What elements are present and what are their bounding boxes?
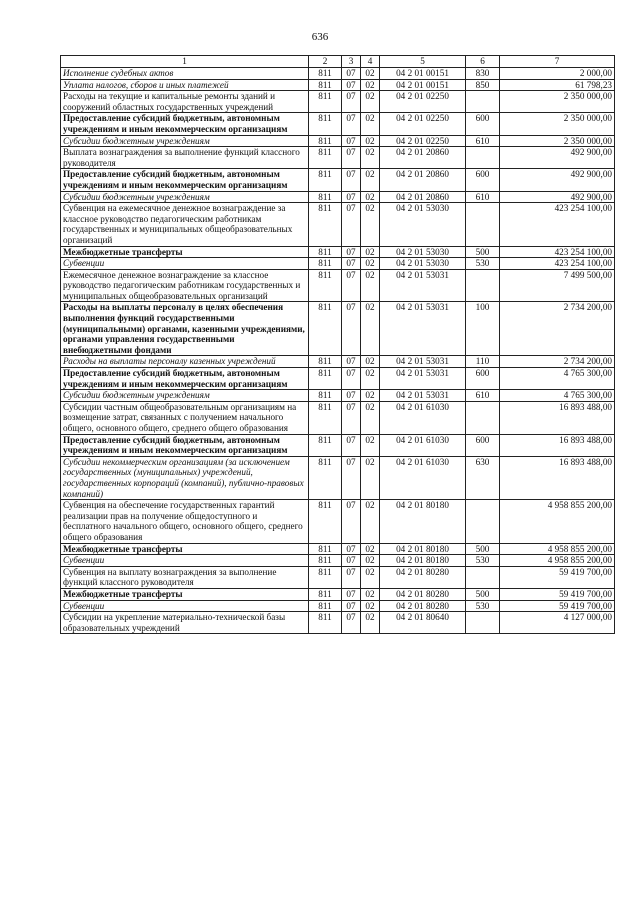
section-code-cell: 07 xyxy=(342,456,361,499)
section-code-cell: 07 xyxy=(342,612,361,634)
amount-cell: 61 798,23 xyxy=(500,79,615,91)
ministry-code-cell: 811 xyxy=(309,147,342,169)
amount-cell: 4 765 300,00 xyxy=(500,368,615,390)
target-article-cell: 04 2 01 61030 xyxy=(380,401,466,434)
section-code-cell: 07 xyxy=(342,500,361,543)
ministry-code-cell: 811 xyxy=(309,456,342,499)
expense-type-cell: 630 xyxy=(466,456,500,499)
amount-cell: 423 254 100,00 xyxy=(500,203,615,246)
row-name-cell: Субвенция на ежемесячное денежное вознаграждение за классное руководство педагогическим работникам государственных и муниципальных общеобразовательных организаций xyxy=(61,203,309,246)
expense-type-cell: 600 xyxy=(466,169,500,191)
row-name-cell: Субсидии бюджетным учреждениям xyxy=(61,135,309,147)
ministry-code-cell: 811 xyxy=(309,555,342,567)
section-code-cell: 07 xyxy=(342,269,361,302)
target-article-cell: 04 2 01 00151 xyxy=(380,68,466,80)
target-article-cell: 04 2 01 53031 xyxy=(380,356,466,368)
subsection-code-cell: 02 xyxy=(361,401,380,434)
subsection-code-cell: 02 xyxy=(361,203,380,246)
section-code-cell: 07 xyxy=(342,191,361,203)
target-article-cell: 04 2 01 80180 xyxy=(380,543,466,555)
subsection-code-cell: 02 xyxy=(361,356,380,368)
ministry-code-cell: 811 xyxy=(309,302,342,356)
amount-cell: 59 419 700,00 xyxy=(500,566,615,588)
amount-cell: 2 000,00 xyxy=(500,68,615,80)
target-article-cell: 04 2 01 00151 xyxy=(380,79,466,91)
expense-type-cell: 530 xyxy=(466,555,500,567)
section-code-cell: 07 xyxy=(342,135,361,147)
section-code-cell: 07 xyxy=(342,368,361,390)
ministry-code-cell: 811 xyxy=(309,203,342,246)
table-row xyxy=(61,68,615,80)
ministry-code-cell: 811 xyxy=(309,79,342,91)
row-name-cell: Субвенция на обеспечение государственных гарантий реализации прав на получение общедоступного и бесплатного начального общего, основного общего, среднего общего образования xyxy=(61,500,309,543)
expense-type-cell xyxy=(466,401,500,434)
subsection-code-cell: 02 xyxy=(361,368,380,390)
section-code-cell: 07 xyxy=(342,401,361,434)
expense-type-cell xyxy=(466,269,500,302)
ministry-code-cell: 811 xyxy=(309,368,342,390)
subsection-code-cell: 02 xyxy=(361,91,380,113)
column-header: 3 xyxy=(342,56,361,68)
amount-cell: 2 734 200,00 xyxy=(500,302,615,356)
section-code-cell: 07 xyxy=(342,434,361,456)
target-article-cell: 04 2 01 20860 xyxy=(380,191,466,203)
table-row xyxy=(61,390,615,402)
expense-type-cell: 500 xyxy=(466,246,500,258)
subsection-code-cell: 02 xyxy=(361,147,380,169)
subsection-code-cell: 02 xyxy=(361,191,380,203)
section-code-cell: 07 xyxy=(342,258,361,270)
table-row xyxy=(61,368,615,390)
ministry-code-cell: 811 xyxy=(309,500,342,543)
row-name-cell: Межбюджетные трансферты xyxy=(61,588,309,600)
row-name-cell: Субсидии частным общеобразовательным организациям на возмещение затрат, связанных с получением начального общего, основного общего, среднего общего образования xyxy=(61,401,309,434)
table-row xyxy=(61,79,615,91)
row-name-cell: Субсидии бюджетным учреждениям xyxy=(61,191,309,203)
row-name-cell: Межбюджетные трансферты xyxy=(61,246,309,258)
table-row xyxy=(61,588,615,600)
ministry-code-cell: 811 xyxy=(309,246,342,258)
ministry-code-cell: 811 xyxy=(309,390,342,402)
target-article-cell: 04 2 01 53031 xyxy=(380,368,466,390)
subsection-code-cell: 02 xyxy=(361,588,380,600)
table-row xyxy=(61,135,615,147)
row-name-cell: Субвенции xyxy=(61,600,309,612)
row-name-cell: Предоставление субсидий бюджетным, автономным учреждениям и иным некоммерческим организациям xyxy=(61,368,309,390)
expense-type-cell: 110 xyxy=(466,356,500,368)
table-row xyxy=(61,401,615,434)
section-code-cell: 07 xyxy=(342,543,361,555)
table-row xyxy=(61,91,615,113)
column-header: 4 xyxy=(361,56,380,68)
expense-type-cell xyxy=(466,147,500,169)
section-code-cell: 07 xyxy=(342,390,361,402)
ministry-code-cell: 811 xyxy=(309,600,342,612)
expense-type-cell: 500 xyxy=(466,543,500,555)
row-name-cell: Расходы на выплаты персоналу казенных учреждений xyxy=(61,356,309,368)
table-row xyxy=(61,356,615,368)
amount-cell: 492 900,00 xyxy=(500,169,615,191)
row-name-cell: Субвенции xyxy=(61,258,309,270)
subsection-code-cell: 02 xyxy=(361,600,380,612)
target-article-cell: 04 2 01 80180 xyxy=(380,555,466,567)
target-article-cell: 04 2 01 02250 xyxy=(380,91,466,113)
target-article-cell: 04 2 01 53030 xyxy=(380,203,466,246)
budget-table xyxy=(60,55,615,634)
ministry-code-cell: 811 xyxy=(309,356,342,368)
row-name-cell: Исполнение судебных актов xyxy=(61,68,309,80)
subsection-code-cell: 02 xyxy=(361,390,380,402)
subsection-code-cell: 02 xyxy=(361,246,380,258)
column-header: 1 xyxy=(61,56,309,68)
amount-cell: 4 958 855 200,00 xyxy=(500,555,615,567)
target-article-cell: 04 2 01 53030 xyxy=(380,258,466,270)
subsection-code-cell: 02 xyxy=(361,169,380,191)
expense-type-cell: 500 xyxy=(466,588,500,600)
expense-type-cell: 600 xyxy=(466,113,500,135)
section-code-cell: 07 xyxy=(342,79,361,91)
target-article-cell: 04 2 01 80280 xyxy=(380,566,466,588)
section-code-cell: 07 xyxy=(342,147,361,169)
amount-cell: 423 254 100,00 xyxy=(500,246,615,258)
amount-cell: 492 900,00 xyxy=(500,147,615,169)
amount-cell: 7 499 500,00 xyxy=(500,269,615,302)
row-name-cell: Субвенция на выплату вознаграждения за выполнение функций классного руководителя xyxy=(61,566,309,588)
table-row xyxy=(61,113,615,135)
amount-cell: 16 893 488,00 xyxy=(500,456,615,499)
table-row xyxy=(61,258,615,270)
expense-type-cell xyxy=(466,612,500,634)
target-article-cell: 04 2 01 61030 xyxy=(380,456,466,499)
target-article-cell: 04 2 01 20860 xyxy=(380,147,466,169)
table-row xyxy=(61,555,615,567)
expense-type-cell: 530 xyxy=(466,258,500,270)
row-name-cell: Расходы на выплаты персоналу в целях обеспечения выполнения функций государственными (муниципальными) органами, казенными учреждениями, органами управления государственными внебюджетными фондами xyxy=(61,302,309,356)
amount-cell: 16 893 488,00 xyxy=(500,401,615,434)
target-article-cell: 04 2 01 80280 xyxy=(380,600,466,612)
amount-cell: 59 419 700,00 xyxy=(500,588,615,600)
target-article-cell: 04 2 01 53031 xyxy=(380,390,466,402)
section-code-cell: 07 xyxy=(342,169,361,191)
ministry-code-cell: 811 xyxy=(309,191,342,203)
table-row xyxy=(61,269,615,302)
table-body xyxy=(61,68,615,634)
subsection-code-cell: 02 xyxy=(361,434,380,456)
expense-type-cell xyxy=(466,500,500,543)
row-name-cell: Субсидии на укрепление материально-технической базы образовательных учреждений xyxy=(61,612,309,634)
expense-type-cell xyxy=(466,91,500,113)
subsection-code-cell: 02 xyxy=(361,79,380,91)
section-code-cell: 07 xyxy=(342,246,361,258)
amount-cell: 4 958 855 200,00 xyxy=(500,543,615,555)
amount-cell: 2 734 200,00 xyxy=(500,356,615,368)
target-article-cell: 04 2 01 02250 xyxy=(380,113,466,135)
target-article-cell: 04 2 01 53031 xyxy=(380,302,466,356)
column-header: 6 xyxy=(466,56,500,68)
subsection-code-cell: 02 xyxy=(361,500,380,543)
row-name-cell: Предоставление субсидий бюджетным, автономным учреждениям и иным некоммерческим организациям xyxy=(61,434,309,456)
expense-type-cell xyxy=(466,566,500,588)
section-code-cell: 07 xyxy=(342,555,361,567)
table-row xyxy=(61,147,615,169)
amount-cell: 16 893 488,00 xyxy=(500,434,615,456)
row-name-cell: Расходы на текущие и капитальные ремонты зданий и сооружений областных государственных учреждений xyxy=(61,91,309,113)
row-name-cell: Субсидии некоммерческим организациям (за исключением государственных (муниципальных) учреждений, государственных корпораций (компаний), публично-правовых компаний) xyxy=(61,456,309,499)
expense-type-cell: 850 xyxy=(466,79,500,91)
target-article-cell: 04 2 01 61030 xyxy=(380,434,466,456)
row-name-cell: Субвенции xyxy=(61,555,309,567)
expense-type-cell: 100 xyxy=(466,302,500,356)
section-code-cell: 07 xyxy=(342,68,361,80)
target-article-cell: 04 2 01 02250 xyxy=(380,135,466,147)
ministry-code-cell: 811 xyxy=(309,588,342,600)
target-article-cell: 04 2 01 53030 xyxy=(380,246,466,258)
subsection-code-cell: 02 xyxy=(361,566,380,588)
row-name-cell: Предоставление субсидий бюджетным, автономным учреждениям и иным некоммерческим организациям xyxy=(61,113,309,135)
section-code-cell: 07 xyxy=(342,356,361,368)
section-code-cell: 07 xyxy=(342,600,361,612)
expense-type-cell: 830 xyxy=(466,68,500,80)
target-article-cell: 04 2 01 20860 xyxy=(380,169,466,191)
amount-cell: 492 900,00 xyxy=(500,191,615,203)
ministry-code-cell: 811 xyxy=(309,68,342,80)
subsection-code-cell: 02 xyxy=(361,68,380,80)
ministry-code-cell: 811 xyxy=(309,434,342,456)
table-row xyxy=(61,191,615,203)
table-row xyxy=(61,566,615,588)
ministry-code-cell: 811 xyxy=(309,566,342,588)
subsection-code-cell: 02 xyxy=(361,269,380,302)
subsection-code-cell: 02 xyxy=(361,543,380,555)
row-name-cell: Субсидии бюджетным учреждениям xyxy=(61,390,309,402)
section-code-cell: 07 xyxy=(342,113,361,135)
amount-cell: 4 765 300,00 xyxy=(500,390,615,402)
column-header: 7 xyxy=(500,56,615,68)
amount-cell: 2 350 000,00 xyxy=(500,135,615,147)
row-name-cell: Предоставление субсидий бюджетным, автономным учреждениям и иным некоммерческим организациям xyxy=(61,169,309,191)
ministry-code-cell: 811 xyxy=(309,269,342,302)
ministry-code-cell: 811 xyxy=(309,135,342,147)
subsection-code-cell: 02 xyxy=(361,555,380,567)
amount-cell: 423 254 100,00 xyxy=(500,258,615,270)
amount-cell: 4 958 855 200,00 xyxy=(500,500,615,543)
column-header: 2 xyxy=(309,56,342,68)
subsection-code-cell: 02 xyxy=(361,258,380,270)
ministry-code-cell: 811 xyxy=(309,612,342,634)
expense-type-cell: 610 xyxy=(466,135,500,147)
amount-cell: 4 127 000,00 xyxy=(500,612,615,634)
expense-type-cell: 600 xyxy=(466,434,500,456)
section-code-cell: 07 xyxy=(342,302,361,356)
row-name-cell: Ежемесячное денежное вознаграждение за классное руководство педагогическим работникам государственных и муниципальных общеобразовательных организаций xyxy=(61,269,309,302)
row-name-cell: Межбюджетные трансферты xyxy=(61,543,309,555)
table-row xyxy=(61,612,615,634)
subsection-code-cell: 02 xyxy=(361,135,380,147)
header-row xyxy=(61,56,615,68)
target-article-cell: 04 2 01 80280 xyxy=(380,588,466,600)
amount-cell: 2 350 000,00 xyxy=(500,113,615,135)
table-row xyxy=(61,543,615,555)
subsection-code-cell: 02 xyxy=(361,612,380,634)
ministry-code-cell: 811 xyxy=(309,401,342,434)
column-header: 5 xyxy=(380,56,466,68)
expense-type-cell: 610 xyxy=(466,191,500,203)
section-code-cell: 07 xyxy=(342,566,361,588)
ministry-code-cell: 811 xyxy=(309,543,342,555)
page-number: 636 xyxy=(311,31,329,43)
table-row xyxy=(61,434,615,456)
amount-cell: 2 350 000,00 xyxy=(500,91,615,113)
table-row xyxy=(61,203,615,246)
ministry-code-cell: 811 xyxy=(309,113,342,135)
row-name-cell: Выплата вознаграждения за выполнение функций классного руководителя xyxy=(61,147,309,169)
amount-cell: 59 419 700,00 xyxy=(500,600,615,612)
table-row xyxy=(61,500,615,543)
table-row xyxy=(61,246,615,258)
expense-type-cell: 610 xyxy=(466,390,500,402)
row-name-cell: Уплата налогов, сборов и иных платежей xyxy=(61,79,309,91)
subsection-code-cell: 02 xyxy=(361,302,380,356)
table-row xyxy=(61,169,615,191)
section-code-cell: 07 xyxy=(342,588,361,600)
ministry-code-cell: 811 xyxy=(309,169,342,191)
expense-type-cell xyxy=(466,203,500,246)
expense-type-cell: 600 xyxy=(466,368,500,390)
section-code-cell: 07 xyxy=(342,203,361,246)
target-article-cell: 04 2 01 53031 xyxy=(380,269,466,302)
target-article-cell: 04 2 01 80180 xyxy=(380,500,466,543)
subsection-code-cell: 02 xyxy=(361,456,380,499)
table-row xyxy=(61,456,615,499)
target-article-cell: 04 2 01 80640 xyxy=(380,612,466,634)
expense-type-cell: 530 xyxy=(466,600,500,612)
ministry-code-cell: 811 xyxy=(309,258,342,270)
table-row xyxy=(61,600,615,612)
subsection-code-cell: 02 xyxy=(361,113,380,135)
ministry-code-cell: 811 xyxy=(309,91,342,113)
table-row xyxy=(61,302,615,356)
section-code-cell: 07 xyxy=(342,91,361,113)
